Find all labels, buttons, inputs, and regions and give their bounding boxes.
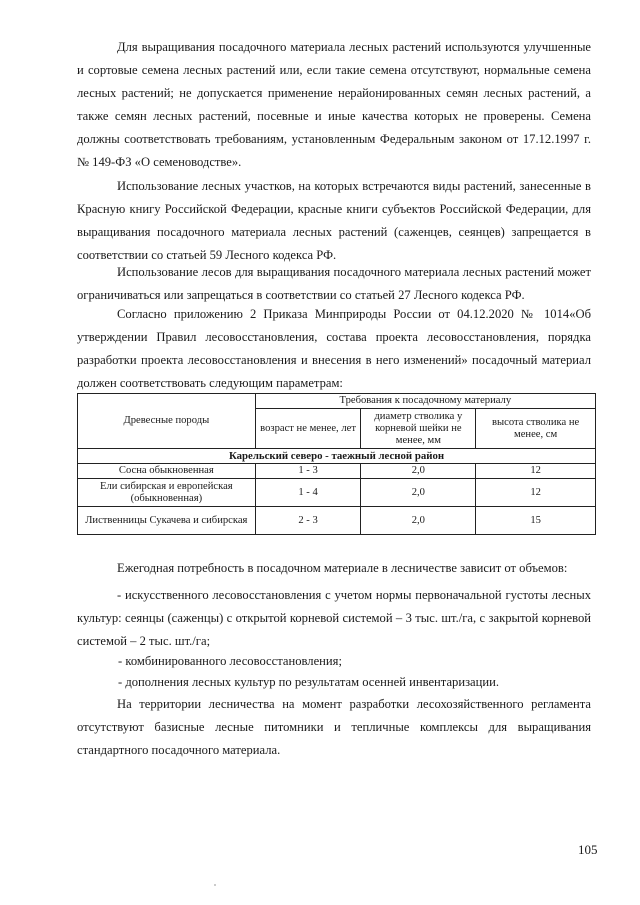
table-row <box>78 464 596 479</box>
paragraph-order: Согласно приложению 2 Приказа Минприроды России от 04.12.2020 № 1014«Об утверждении Правил лесовосстановления, состава проекта лесовосстановления, порядка разработки проекта лесовосстановления и внесения в него изменений» посадочный материал должен соответствовать следующим параметрам: <box>77 307 591 390</box>
planting-material-table <box>77 393 596 535</box>
table-header-requirements: Требования к посадочному материалу <box>255 394 595 409</box>
cell-age: 1 - 3 <box>255 464 361 479</box>
cell-diameter: 2,0 <box>361 479 476 507</box>
cell-height: 15 <box>476 507 596 535</box>
paragraph-seeds: Для выращивания посадочного материала лесных растений используются улучшенные и сортовые семена лесных растений или, если такие семена отсутствуют, нормальные семена лесных растений; не допускается применение нерайонированных семян лесных растений, а также семян лесных растений, посевные и иные качества которых не проверены. Семена должны соответствовать требованиям, установленным Федеральным законом от 17.12.1997 г. № 149-ФЗ «О семеноводстве». <box>77 40 591 169</box>
scan-speck <box>214 884 216 886</box>
table-header-age: возраст не менее, лет <box>255 409 361 449</box>
paragraph-forest-use: Использование лесов для выращивания посадочного материала лесных растений может ограничиваться или запрещаться в соответствии со статьей 27 Лесного кодекса РФ. <box>77 265 591 302</box>
list-item-artificial: - искусственного лесовосстановления с учетом нормы первоначальной густоты лесных культур: сеянцы (саженцы) с открытой корневой системой – 3 тыс. шт./га, с закрытой корневой системой – 2 тыс. шт./га; <box>77 588 591 648</box>
cell-diameter: 2,0 <box>361 507 476 535</box>
table-region-row: Карельский северо - таежный лесной район <box>78 449 596 464</box>
table-row <box>78 479 596 507</box>
cell-age: 2 - 3 <box>255 507 361 535</box>
paragraph-red-book: Использование лесных участков, на которых встречаются виды растений, занесенные в Красную книгу Российской Федерации, красные книги субъектов Российской Федерации, для выращивания посадочного материала лесных растений (саженцев, сеянцев) запрещается в соответствии со статьей 59 Лесного кодекса РФ. <box>77 179 591 262</box>
paragraph-nurseries: На территории лесничества на момент разработки лесохозяйственного регламента отсутствуют базисные лесные питомники и тепличные комплексы для выращивания стандартного посадочного материала. <box>77 697 591 757</box>
table-row <box>78 507 596 535</box>
list-item-combined: - комбинированного лесовосстановления; <box>118 654 342 668</box>
paragraph-annual-need: Ежегодная потребность в посадочном материале в лесничестве зависит от объемов: <box>117 561 568 575</box>
cell-species: Лиственницы Сукачева и сибирская <box>78 507 256 535</box>
cell-species: Сосна обыкновенная <box>78 464 256 479</box>
cell-height: 12 <box>476 479 596 507</box>
cell-diameter: 2,0 <box>361 464 476 479</box>
table-header-diameter: диаметр стволика у корневой шейки не менее, мм <box>361 409 476 449</box>
list-item-supplement: - дополнения лесных культур по результатам осенней инвентаризации. <box>118 675 499 689</box>
table-header-species: Древесные породы <box>78 394 256 449</box>
cell-height: 12 <box>476 464 596 479</box>
cell-age: 1 - 4 <box>255 479 361 507</box>
cell-species: Ели сибирская и европейская (обыкновенная) <box>78 479 256 507</box>
table-header-height: высота стволика не менее, см <box>476 409 596 449</box>
page-number: 105 <box>578 842 598 857</box>
